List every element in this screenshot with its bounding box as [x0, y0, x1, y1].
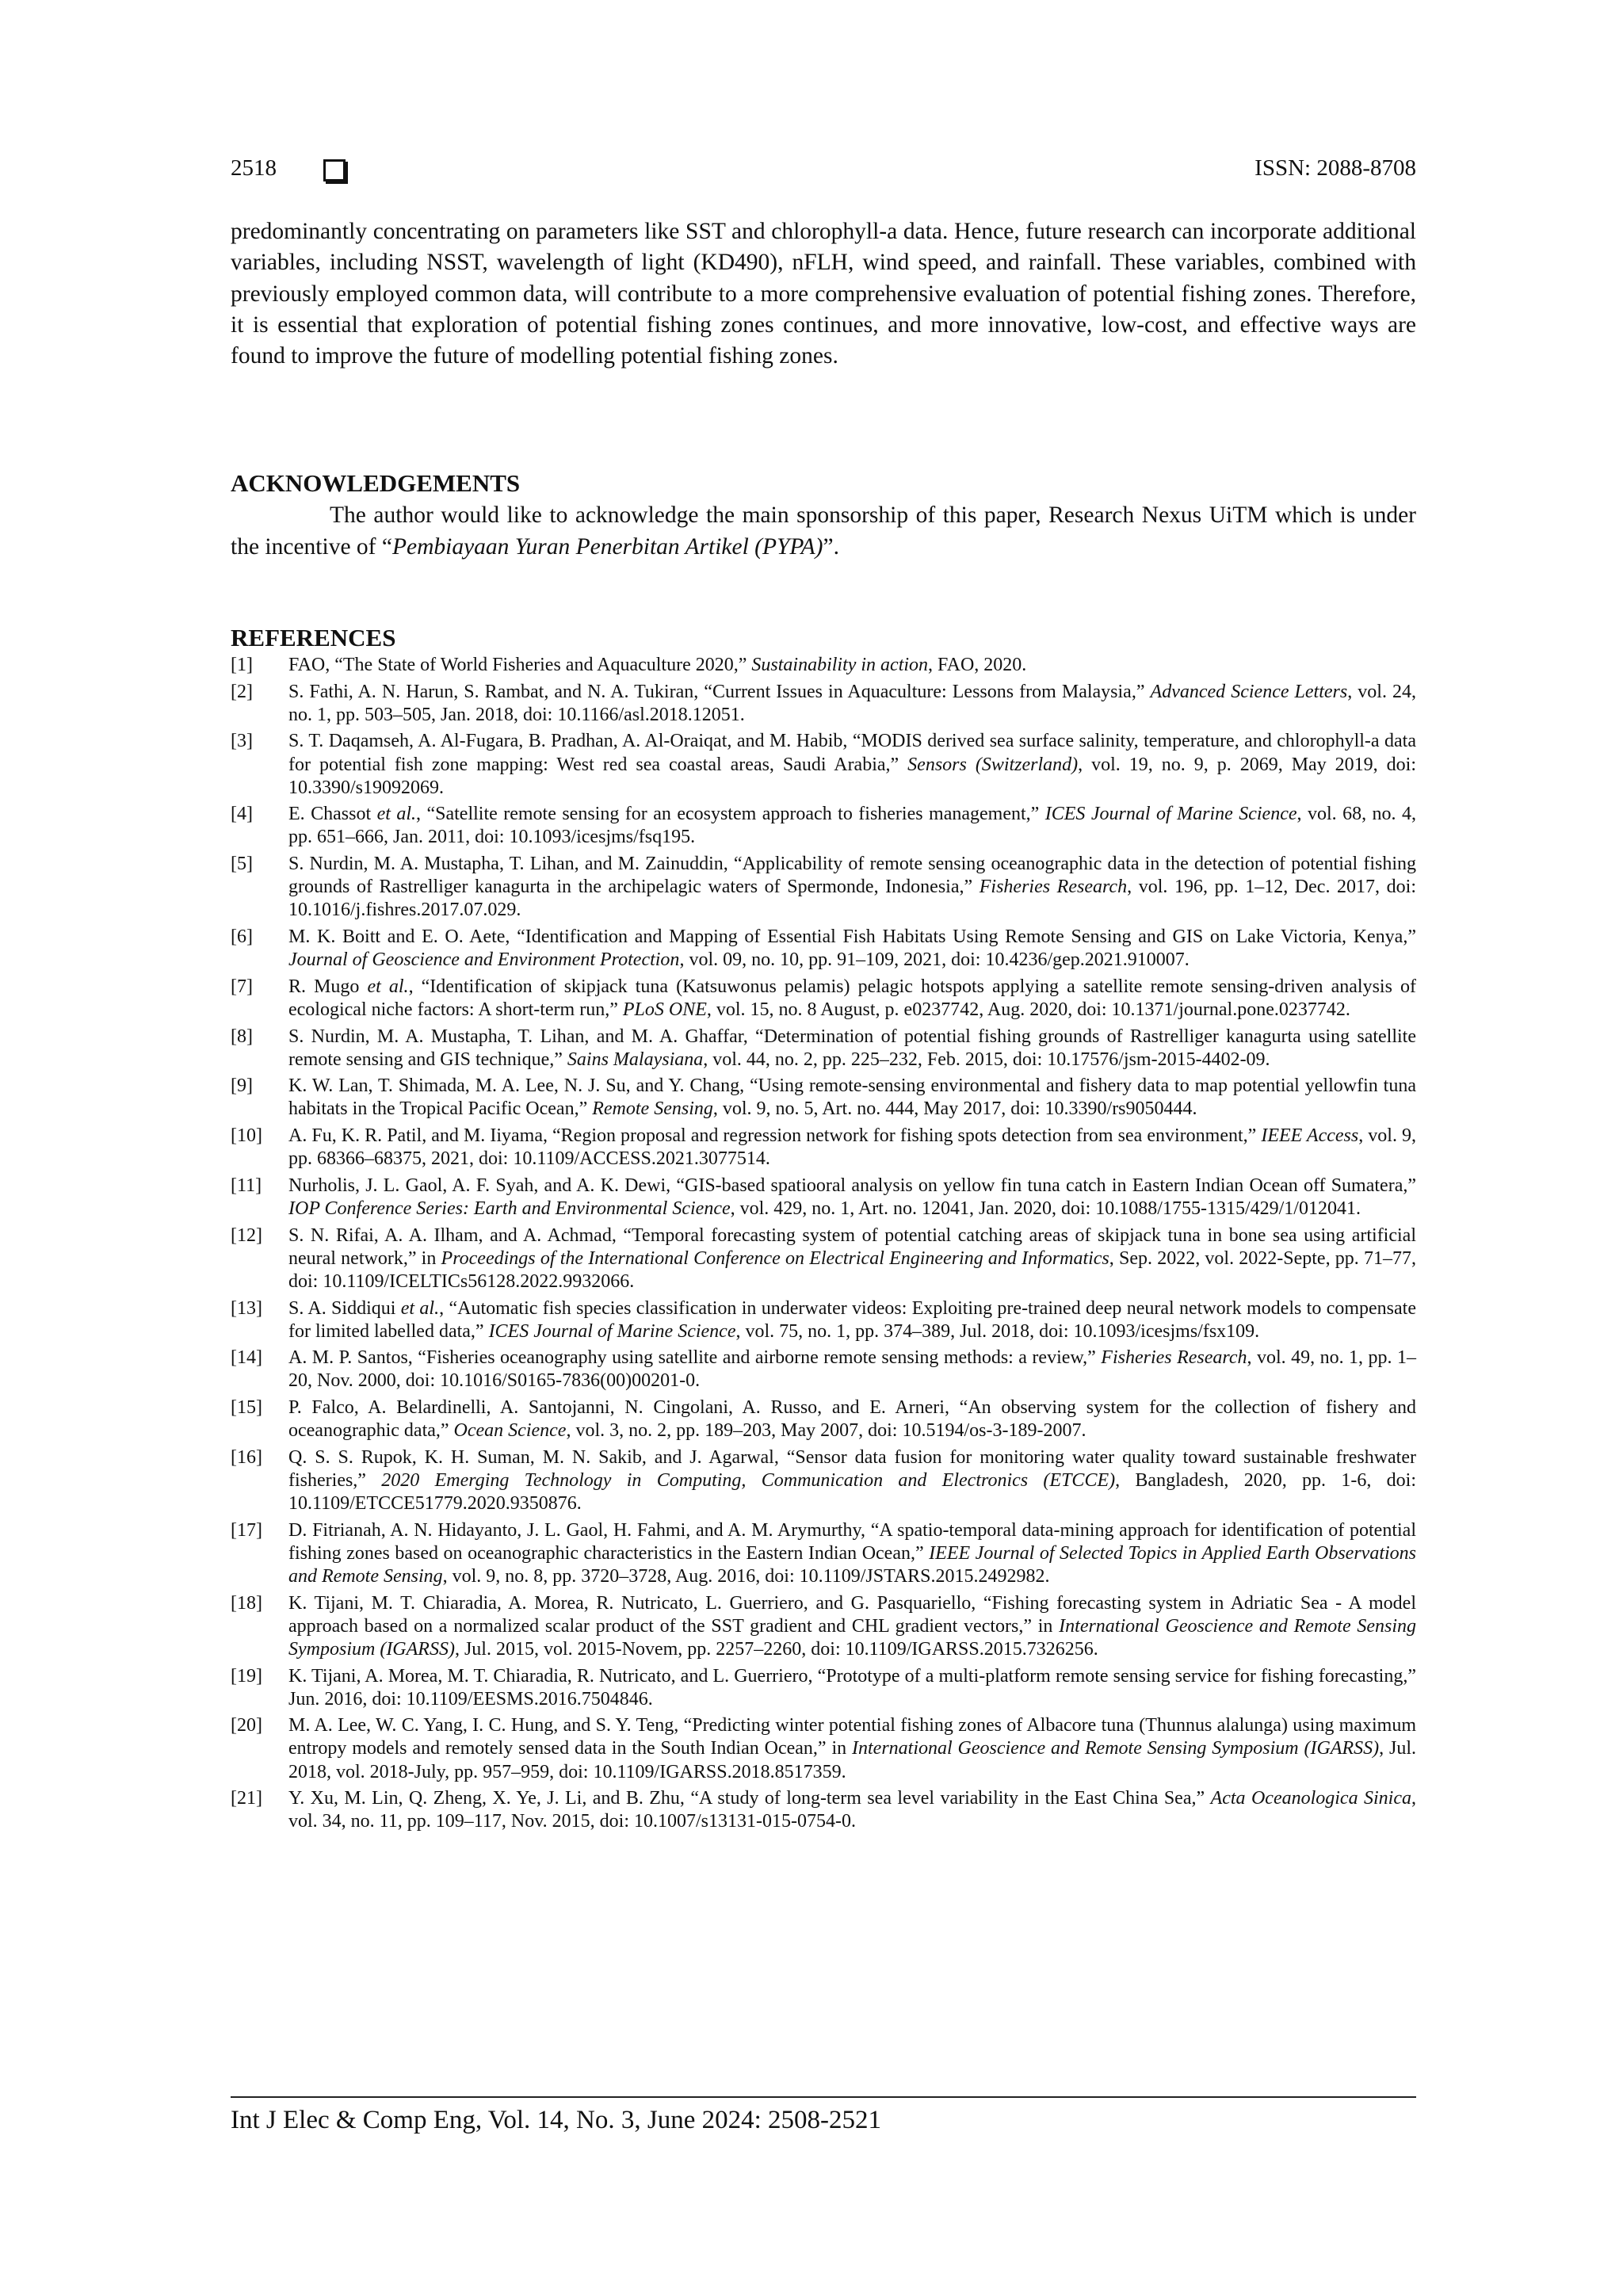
- reference-number: [17]: [231, 1519, 262, 1541]
- reference-text: K. W. Lan, T. Shimada, M. A. Lee, N. J. Su, and Y. Chang, “Using remote-sensing environmental and fishery data to map potential yellowfin tuna habitats in the Tropical Pacific Ocean,”: [288, 1075, 1416, 1120]
- reference-text: , vol. 3, no. 2, pp. 189–203, May 2007, doi: 10.5194/os-3-189-2007.: [566, 1420, 1086, 1442]
- reference-number: [13]: [231, 1297, 262, 1319]
- reference-text: , “Satellite remote sensing for an ecosystem approach to fisheries management,”: [416, 804, 1045, 825]
- reference-source-italic: Acta Oceanologica Sinica: [1210, 1788, 1411, 1809]
- reference-text: S. Fathi, A. N. Harun, S. Rambat, and N. A. Tukiran, “Current Issues in Aquaculture: Lessons from Malaysia,”: [288, 681, 1151, 702]
- reference-text: , vol. 49, no. 1, pp. 1–20, Nov. 2000, doi: 10.1016/S0165-7836(00)00201-0.: [288, 1347, 1416, 1392]
- reference-item: [231, 681, 1416, 727]
- reference-number: [20]: [231, 1715, 262, 1736]
- reference-source-italic: Journal of Geoscience and Environment Protection: [288, 949, 680, 971]
- reference-source-italic: Advanced Science Letters: [1150, 681, 1348, 702]
- reference-item: [231, 803, 1416, 849]
- reference-source-italic: Ocean Science: [453, 1420, 567, 1442]
- reference-text: S. Nurdin, M. A. Mustapha, T. Lihan, and M. Zainuddin, “Applicability of remote sensing oceanographic data in the detection of potential fishing grounds of Rastrelliger kanagurta in the archipelagic waters of Spermonde, Indonesia,”: [288, 854, 1416, 898]
- reference-text: S. A. Siddiqui: [288, 1297, 401, 1319]
- reference-item: [231, 1347, 1416, 1392]
- reference-source-italic: Fisheries Research: [1101, 1347, 1247, 1369]
- reference-item: [231, 853, 1416, 922]
- reference-source-italic: PLoS ONE: [622, 999, 707, 1020]
- reference-item: [231, 1787, 1416, 1833]
- reference-text: , Jul. 2018, vol. 2018-July, pp. 957–959, doi: 10.1109/IGARSS.2018.8517359.: [288, 1738, 1416, 1782]
- reference-text: , vol. 9, no. 8, pp. 3720–3728, Aug. 2016, doi: 10.1109/JSTARS.2015.2492982.: [442, 1565, 1050, 1587]
- reference-item: [231, 976, 1416, 1022]
- reference-item: [231, 1026, 1416, 1072]
- reference-text: , FAO, 2020.: [928, 655, 1027, 675]
- reference-number: [7]: [231, 976, 253, 997]
- reference-text: Nurholis, J. L. Gaol, A. F. Syah, and A. K. Dewi, “GIS-based spatiooral analysis on yellow fin tuna catch in Eastern Indian Ocean off Sumatera,”: [288, 1175, 1416, 1196]
- reference-item: [231, 730, 1416, 799]
- reference-text: Y. Xu, M. Lin, Q. Zheng, X. Ye, J. Li, and B. Zhu, “A study of long-term sea level variability in the East China Sea,”: [288, 1788, 1211, 1809]
- footer-rule: [231, 2096, 1416, 2098]
- reference-text: A. Fu, K. R. Patil, and M. Iiyama, “Region proposal and regression network for fishing spots detection from sea environment,”: [288, 1125, 1262, 1147]
- running-header: [231, 155, 1416, 190]
- reference-item: [231, 926, 1416, 972]
- reference-source-italic: Remote Sensing: [592, 1098, 713, 1120]
- reference-number: [3]: [231, 731, 253, 752]
- reference-text: , vol. 75, no. 1, pp. 374–389, Jul. 2018, doi: 10.1093/icesjms/fsx109.: [735, 1320, 1260, 1342]
- reference-text: , Sep. 2022, vol. 2022-Septe, pp. 71–77, doi: 10.1109/ICELTICs56128.2022.9932066.: [288, 1247, 1416, 1292]
- reference-item: [231, 1592, 1416, 1661]
- reference-text: , vol. 429, no. 1, Art. no. 12041, Jan. 2020, doi: 10.1088/1755-1315/429/1/012041.: [730, 1198, 1361, 1219]
- acknowledgements-text-start: The author would like to acknowledge the main sponsorship of this paper, Research Nexus UiTM which is under the incentive of “: [231, 502, 1416, 560]
- reference-item: [231, 1446, 1416, 1515]
- reference-source-italic: ICES Journal of Marine Science: [488, 1320, 736, 1342]
- acknowledgements-text-end: ”.: [823, 534, 839, 560]
- reference-text: R. Mugo: [288, 976, 368, 997]
- reference-number: [5]: [231, 854, 253, 875]
- reference-text: FAO, “The State of World Fisheries and Aquaculture 2020,”: [288, 655, 752, 675]
- reference-text: , Bangladesh, 2020, pp. 1-6, doi: 10.1109/ETCCE51779.2020.9350876.: [288, 1470, 1416, 1515]
- reference-text: , vol. 34, no. 11, pp. 109–117, Nov. 2015, doi: 10.1007/s13131-015-0754-0.: [288, 1788, 1416, 1832]
- reference-source-italic: International Geoscience and Remote Sensing Symposium (IGARSS): [288, 1615, 1416, 1660]
- acknowledgements-funding-name: Pembiayaan Yuran Penerbitan Artikel (PYPA): [391, 534, 823, 560]
- reference-text: M. A. Lee, W. C. Yang, I. C. Hung, and S. Y. Teng, “Predicting winter potential fishing zones of Albacore tuna (Thunnus alalunga) using maximum entropy models and remotely sensed data in the South Indian Ocean,” in: [288, 1715, 1416, 1759]
- reference-number: [18]: [231, 1592, 262, 1614]
- reference-text: D. Fitrianah, A. N. Hidayanto, J. L. Gaol, H. Fahmi, and A. M. Arymurthy, “A spatio-temporal data-mining approach for identification of potential fishing zones based on oceanographic characteristics in the Eastern Indian Ocean,”: [288, 1519, 1416, 1564]
- reference-item: [231, 1125, 1416, 1171]
- reference-text: S. N. Rifai, A. A. Ilham, and A. Achmad, “Temporal forecasting system of potential catching areas of skipjack tuna in bone sea using artificial neural network,” in: [288, 1224, 1416, 1269]
- reference-number: [8]: [231, 1026, 253, 1047]
- reference-source-italic: 2020 Emerging Technology in Computing, Communication and Electronics (ETCCE): [381, 1470, 1116, 1491]
- reference-source-italic: et al.: [376, 804, 417, 825]
- reference-text: , vol. 44, no. 2, pp. 225–232, Feb. 2015, doi: 10.17576/jsm-2015-4402-09.: [703, 1049, 1270, 1070]
- reference-number: [15]: [231, 1397, 262, 1419]
- reference-source-italic: Proceedings of the International Conference on Electrical Engineering and Informatics: [441, 1247, 1109, 1269]
- reference-text: P. Falco, A. Belardinelli, A. Santojanni, N. Cingolani, A. Russo, and E. Arneri, “An observing system for the collection of fishery and oceanographic data,”: [288, 1397, 1416, 1442]
- reference-number: [12]: [231, 1224, 262, 1246]
- reference-item: [231, 1297, 1416, 1343]
- reference-number: [19]: [231, 1665, 262, 1687]
- reference-text: A. M. P. Santos, “Fisheries oceanography using satellite and airborne remote sensing methods: a review,”: [288, 1347, 1102, 1369]
- reference-text: , vol. 19, no. 9, p. 2069, May 2019, doi: 10.3390/s19092069.: [288, 754, 1416, 798]
- reference-number: [11]: [231, 1175, 262, 1196]
- reference-source-italic: IEEE Journal of Selected Topics in Applied Earth Observations and Remote Sensing: [288, 1542, 1417, 1587]
- reference-source-italic: Sains Malaysiana: [567, 1049, 704, 1070]
- reference-item: [231, 1075, 1416, 1121]
- journal-footer: Int J Elec & Comp Eng, Vol. 14, No. 3, June 2024: 2508-2521: [231, 2106, 882, 2134]
- reference-text: , vol. 9, pp. 68366–68375, 2021, doi: 10.1109/ACCESS.2021.3077514.: [288, 1125, 1416, 1170]
- reference-number: [4]: [231, 804, 253, 825]
- reference-source-italic: ICES Journal of Marine Science: [1044, 804, 1297, 825]
- reference-text: , vol. 15, no. 8 August, p. e0237742, Aug. 2020, doi: 10.1371/journal.pone.0237742.: [706, 999, 1350, 1020]
- reference-item: [231, 654, 1416, 677]
- reference-number: [16]: [231, 1446, 262, 1468]
- reference-text: , vol. 09, no. 10, pp. 91–109, 2021, doi: 10.4236/gep.2021.910007.: [679, 949, 1190, 971]
- reference-text: K. Tijani, A. Morea, M. T. Chiaradia, R. Nutricato, and L. Guerriero, “Prototype of a multi-platform remote sensing service for fishing forecasting,” Jun. 2016, doi: 10.1109/EESMS.2016.7504846.: [288, 1665, 1416, 1710]
- reference-text: , vol. 24, no. 1, pp. 503–505, Jan. 2018, doi: 10.1166/asl.2018.12051.: [288, 681, 1416, 725]
- reference-item: [231, 1224, 1416, 1293]
- acknowledgements-text: [231, 499, 1416, 563]
- reference-number: [2]: [231, 681, 253, 702]
- reference-item: [231, 1175, 1416, 1221]
- reference-number: [10]: [231, 1125, 262, 1147]
- issn-label: ISSN: 2088-8708: [1254, 155, 1416, 181]
- reference-source-italic: Sensors (Switzerland): [907, 754, 1079, 775]
- reference-source-italic: Fisheries Research: [979, 877, 1128, 898]
- reference-item: [231, 1665, 1416, 1711]
- reference-text: S. T. Daqamseh, A. Al-Fugara, B. Pradhan, A. Al-Oraiqat, and M. Habib, “MODIS derived sea surface salinity, temperature, and chlorophyll-a data for potential fish zone mapping: West red sea coastal areas, Saudi Arabia,”: [288, 731, 1416, 775]
- reference-text: , “Automatic fish species classification in underwater videos: Exploiting pre-trained deep neural network models to compensate for limited labelled data,”: [288, 1297, 1416, 1342]
- reference-text: S. Nurdin, M. A. Mustapha, T. Lihan, and M. A. Ghaffar, “Determination of potential fishing grounds of Rastrelliger kanagurta using satellite remote sensing and GIS technique,”: [288, 1026, 1416, 1070]
- reference-list: [231, 654, 1416, 1837]
- reference-text: K. Tijani, M. T. Chiaradia, A. Morea, R. Nutricato, L. Guerriero, and G. Pasquariello, “Fishing forecasting system in Adriatic Sea - A model approach based on a normalized scalar product of the SST gradient and CHL gradient vectors,” in: [288, 1592, 1416, 1637]
- reference-item: [231, 1396, 1416, 1442]
- references-heading: REFERENCES: [231, 624, 396, 651]
- reference-source-italic: Sustainability in action: [751, 655, 929, 675]
- reference-source-italic: International Geoscience and Remote Sensing Symposium (IGARSS): [852, 1738, 1380, 1759]
- reference-text: M. K. Boitt and E. O. Aete, “Identification and Mapping of Essential Fish Habitats Using Remote Sensing and GIS on Lake Victoria, Kenya,”: [288, 926, 1416, 947]
- reference-text: , “Identification of skipjack tuna (Katsuwonus pelamis) pelagic hotspots applying a satellite remote sensing-driven analysis of ecological niche factors: A short-term run,”: [288, 976, 1416, 1020]
- reference-text: , Jul. 2015, vol. 2015-Novem, pp. 2257–2260, doi: 10.1109/IGARSS.2015.7326256.: [454, 1638, 1098, 1660]
- reference-source-italic: IEEE Access: [1261, 1125, 1359, 1147]
- reference-number: [9]: [231, 1075, 253, 1097]
- reference-text: Q. S. S. Rupok, K. H. Suman, M. N. Sakib, and J. Agarwal, “Sensor data fusion for monitoring water quality toward sustainable freshwater fisheries,”: [288, 1446, 1416, 1491]
- reference-text: E. Chassot: [288, 804, 377, 825]
- reference-number: [6]: [231, 926, 253, 947]
- reference-text: , vol. 196, pp. 1–12, Dec. 2017, doi: 10.1016/j.fishres.2017.07.029.: [288, 877, 1416, 921]
- square-bullet-icon: [323, 159, 346, 181]
- reference-number: [21]: [231, 1788, 262, 1809]
- page-number: 2518: [231, 155, 277, 181]
- reference-source-italic: et al.: [367, 976, 409, 997]
- acknowledgements-heading: ACKNOWLEDGEMENTS: [231, 469, 521, 497]
- reference-source-italic: et al.: [400, 1297, 440, 1319]
- reference-number: [1]: [231, 655, 253, 675]
- reference-item: [231, 1714, 1416, 1783]
- reference-item: [231, 1519, 1416, 1588]
- intro-paragraph: predominantly concentrating on parameters like SST and chlorophyll-a data. Hence, future research can incorporate additional variables, including NSST, wavelength of light (KD490), nFLH, wind speed, and rainfall. These variables, combined with previously employed common data, will contribute to a more comprehensive evaluation of potential fishing zones. Therefore, it is essential that exploration of potential fishing zones continues, and more innovative, low-cost, and effective ways are found to improve the future of modelling potential fishing zones.: [231, 219, 1416, 369]
- reference-source-italic: IOP Conference Series: Earth and Environmental Science: [288, 1198, 731, 1219]
- reference-text: , vol. 9, no. 5, Art. no. 444, May 2017, doi: 10.3390/rs9050444.: [712, 1098, 1197, 1120]
- reference-number: [14]: [231, 1347, 262, 1369]
- reference-text: , vol. 68, no. 4, pp. 651–666, Jan. 2011, doi: 10.1093/icesjms/fsq195.: [288, 804, 1417, 848]
